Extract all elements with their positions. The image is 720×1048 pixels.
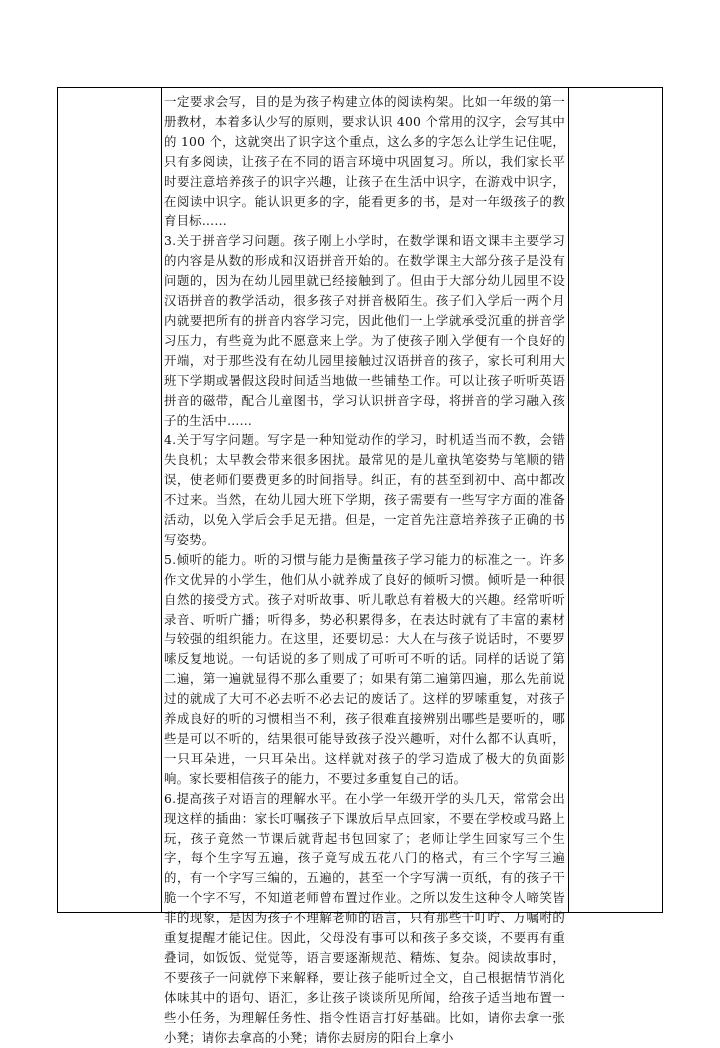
paragraph-intro: 一定要求会写，目的是为孩子构建立体的阅读构架。比如一年级的第一册教材，本着多认少写的原则，要求认识 400 个常用的汉字，会写其中的 100 个，这就突出了识字这个重点，这么多的字怎么让学生记住呢，只有多阅读，让孩子在不同的语言环境中巩固复习。所以，我们家长平时要注意培养孩子的识字兴趣，让孩子在生活中识字，在游戏中识字，在阅读中识字。能认识更多的字，能看更多的书，是对一年级孩子的教育目标……	[164, 94, 565, 229]
main-text-cell	[164, 92, 565, 1045]
left-empty-cell	[58, 88, 161, 912]
right-empty-cell	[569, 88, 662, 912]
paragraph-pinyin: 3.关于拼音学习问题。孩子刚上小学时，在数学课和语文课丰主要学习的内容是从数的形成和汉语拼音开始的。在数学课主大部分孩子是没有问题的，因为在幼儿园里就已经接触到了。但由于大部分幼儿园里不设汉语拼音的教学活动，很多孩子对拼音极陌生。孩子们入学后一两个月内就要把所有的拼音内容学习完，因此他们一上学就承受沉重的拼音学习压力，有些竟为此不愿意来上学。为了使孩子刚入学便有一个良好的开端，对于那些没有在幼儿园里接触过汉语拼音的孩子，家长可利用大班下学期或暑假这段时间适当地做一些铺垫工作。可以让孩子听听英语拼音的磁带，配合儿童图书，学习认识拼音字母，将拼音的学习融入孩子的生活中……	[164, 233, 565, 428]
table-divider-left	[161, 88, 162, 912]
paragraph-writing: 4.关于写字问题。写字是一种知觉动作的学习，时机适当而不教，会错失良机；太早教会带来很多困扰。最常见的是儿童执笔姿势与笔顺的错误，使老师们要费更多的时间指导。纠正，有的甚至到初中、高中都改不过来。当然，在幼儿园大班下学期，孩子需要有一些写字方面的准备活动，以免入学后会手足无措。但是，一定首先注意培养孩子正确的书写姿势。	[164, 432, 565, 547]
content-table	[57, 87, 663, 1045]
paragraph-language-understanding: 6.提高孩子对语言的理解水平。在小学一年级开学的头几天，常常会出现这样的插曲：家长叮嘱孩子下课放后早点回家，不要在学校或马路上玩，孩子竟然一节课后就背起书包回家了；老师让学生回家写三个生字，每个生字写五遍，孩子竟写成五花八门的格式，有三个字写三遍的，有一个字写三编的，五遍的，甚至一个字写满一页纸，有的孩子干脆一个字不写，不知道老师曾布置过作业。之所以发生这种令人啼笑皆非的现象，是因为孩子不理解老师的语言，只有那些千叮咛、万嘱咐的重复提醒才能记住。因此，父母没有事可以和孩子多交谈，不要再有重叠词，如饭饭、觉觉等，语言要逐渐规范、精炼、复杂。阅读故事时，不要孩子一问就停下来解释，要让孩子能听过全文，自己根据情节消化体味其中的语句、语汇，多让孩子谈谈所见所闻，给孩子适当地布置一些小任务，为理解任务性、指令性语言打好基础。比如，请你去拿一张小凳；请你去拿高的小凳；请你去厨房的阳台上拿小	[164, 790, 565, 1045]
paragraph-listening: 5.倾听的能力。听的习惯与能力是衡量孩子学习能力的标准之一。许多作文优异的小学生，他们从小就养成了良好的倾听习惯。倾听是一种很自然的接受方式。孩子对听故事、听儿歌总有着极大的兴趣。经常听听录音、听听广播；听得多，势必积累得多，在表达时就有了丰富的素材与较强的组织能力。在这里，还要切忌：大人在与孩子说话时，不要罗嗦反复地说。一句话说的多了则成了可听可不听的话。同样的话说了第二遍，第一遍就显得不那么重要了；如果有第二遍第四遍，那么先前说过的就成了大可不必去听不必去记的废话了。这样的罗嗦重复，对孩子养成良好的听的习惯相当不利，孩子很难直接辨别出哪些是要听的，哪些是可以不听的，结果很可能导致孩子没兴趣听，对什么都不认真听，一只耳朵进，一只耳朵出。这样就对孩子的学习造成了极大的负面影响。家长要相信孩子的能力，不要过多重复自己的话。	[164, 551, 565, 786]
